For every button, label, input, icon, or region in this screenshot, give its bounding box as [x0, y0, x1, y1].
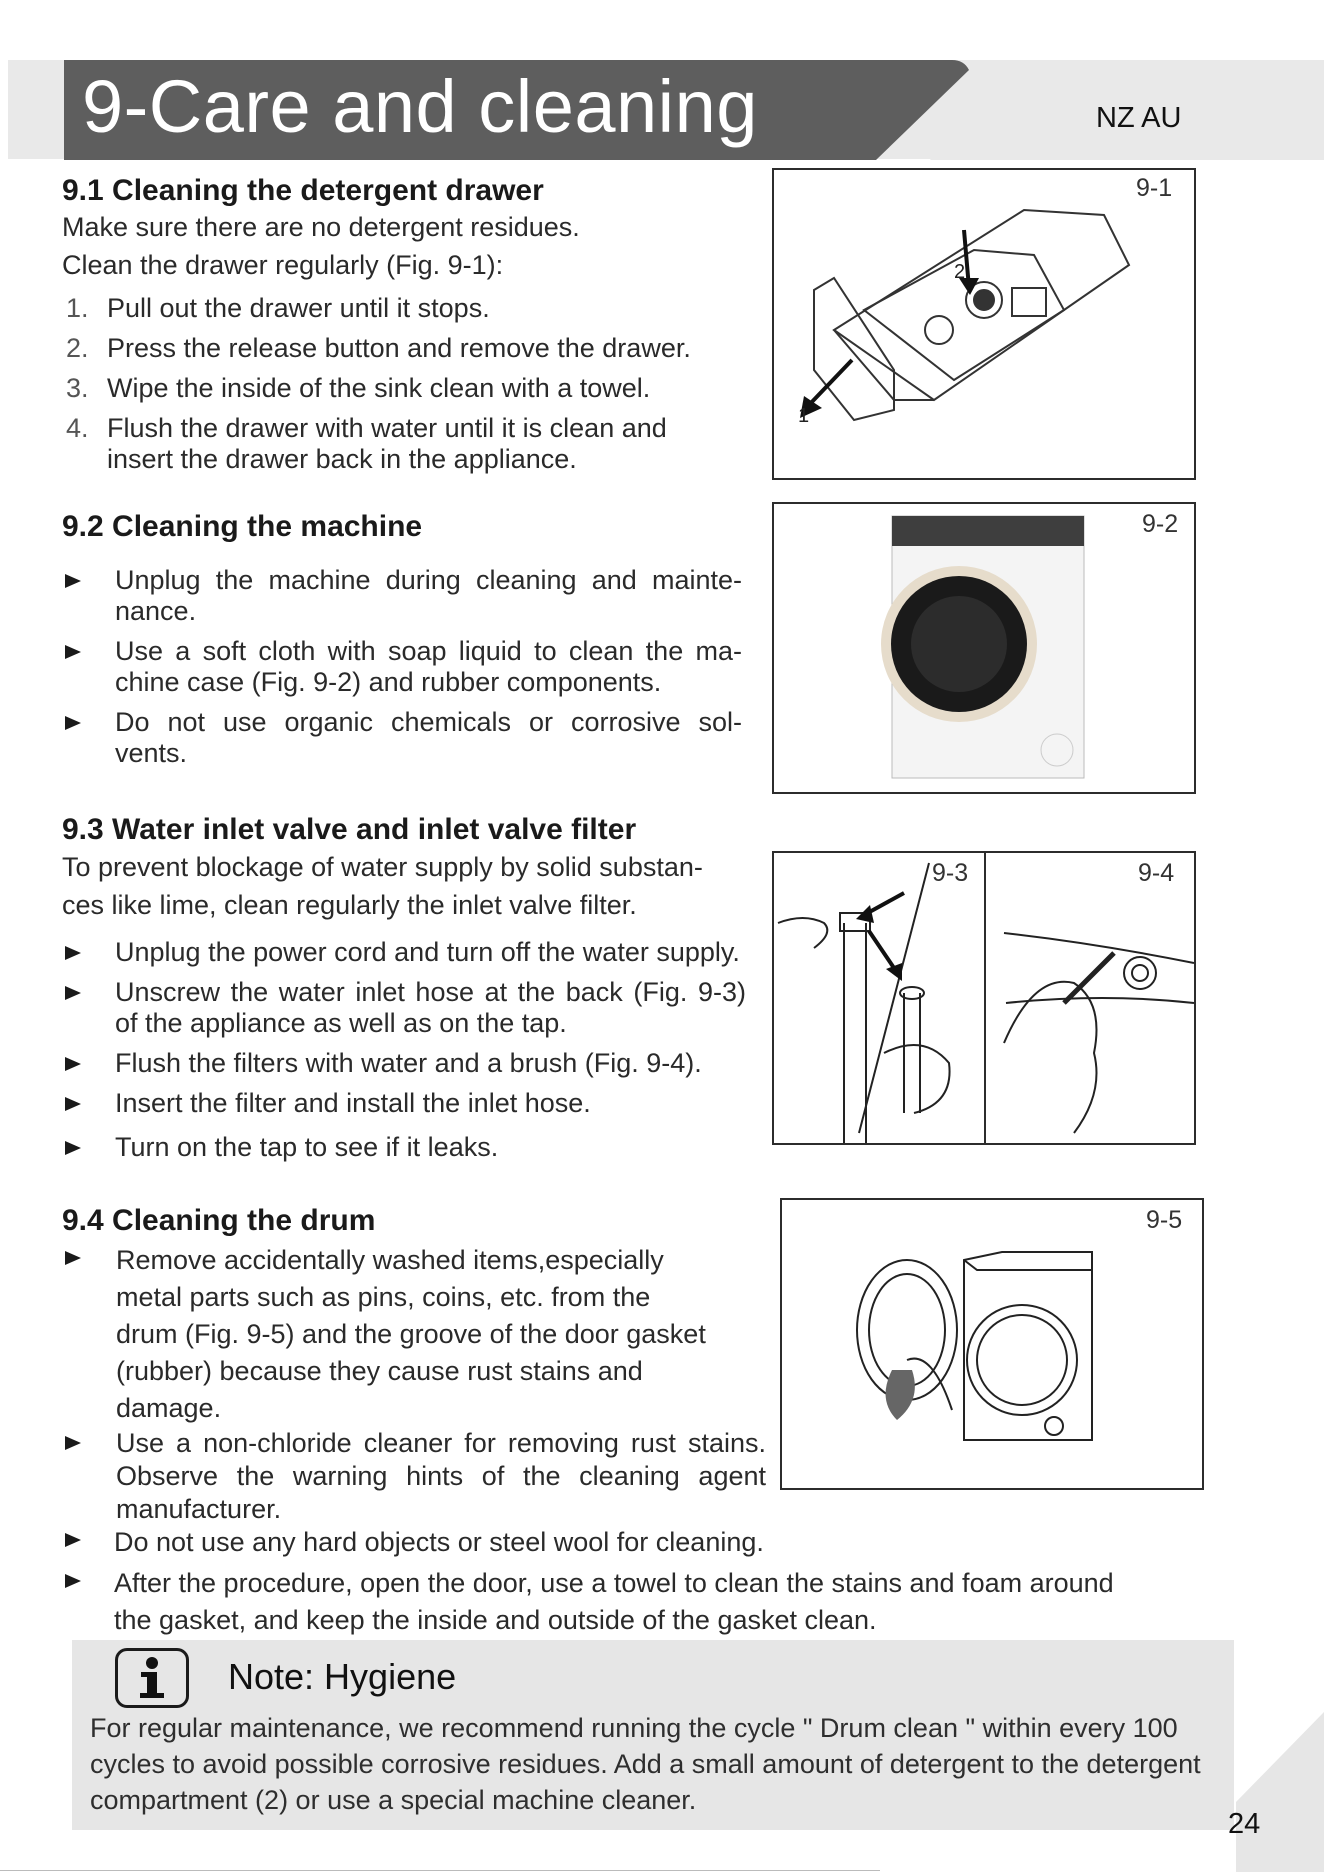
step-text: Press the release button and remove the drawer.	[107, 333, 691, 363]
step-text: Pull out the drawer until it stops.	[107, 293, 490, 323]
machine-cleaning-list	[62, 565, 742, 769]
step-item	[62, 373, 762, 404]
bullet-item: Turn on the tap to see if it leaks.	[62, 1132, 746, 1163]
drum-cleaning-list-narrow	[62, 1242, 766, 1526]
figure-label: 9-1	[1136, 174, 1173, 202]
washing-machine-illustration	[774, 504, 1194, 792]
bullet-item: Unplug the machine during cleaning and mainte- nance.	[62, 565, 742, 627]
step-number: 3.	[66, 373, 89, 403]
bullet-item: Unscrew the water inlet hose at the back (Fig. 9-3) of the appliance as well as on the tap.	[62, 977, 746, 1039]
bullet-item: After the procedure, open the door, use a towel to clean the stains and foam around the gasket, and keep the inside and outside of the gasket clean.	[62, 1565, 1122, 1639]
section-9-1-intro-1: Make sure there are no detergent residues.	[62, 212, 580, 242]
page-number: 24	[1228, 1808, 1261, 1840]
drawer-steps-list	[62, 293, 762, 484]
region-label: NZ AU	[1096, 102, 1182, 134]
bullet-item: Do not use organic chemicals or corrosive sol- vents.	[62, 707, 742, 769]
step-number: 2.	[66, 333, 89, 363]
bullet-item: Insert the filter and install the inlet hose.	[62, 1088, 746, 1119]
figure-label: 9-5	[1146, 1206, 1183, 1234]
figure-label: 9-4	[1138, 859, 1175, 887]
detergent-drawer-illustration	[774, 170, 1194, 478]
bullet-item: Use a non-chloride cleaner for removing rust stains. Observe the warning hints of the cleaning agent manufacturer.	[62, 1427, 766, 1526]
section-heading-9-1: 9.1 Cleaning the detergent drawer	[62, 174, 544, 207]
figure-9-1	[772, 168, 1196, 480]
inlet-valve-filter-illustration	[774, 853, 1194, 1143]
step-item	[62, 333, 762, 364]
figure-label: 9-3	[932, 859, 969, 887]
section-9-3-intro-2: ces like lime, clean regularly the inlet valve filter.	[62, 890, 637, 920]
info-icon	[115, 1648, 189, 1708]
note-title: Note: Hygiene	[228, 1656, 457, 1697]
bullet-item: Unplug the power cord and turn off the water supply.	[62, 937, 746, 968]
step-text: Flush the drawer with water until it is clean and insert the drawer back in the appliance.	[107, 413, 667, 474]
section-heading-9-2: 9.2 Cleaning the machine	[62, 510, 423, 543]
callout-1: 1	[798, 405, 810, 427]
step-item	[62, 293, 762, 324]
page-title: 9-Care and cleaning	[82, 65, 758, 148]
note-body: For regular maintenance, we recommend running the cycle " Drum clean " within every 100 cycles to avoid possible corrosive residues. Add a small amount of detergent to the detergent compartment (2) or use a special machine cleaner.	[90, 1713, 1201, 1815]
figure-9-2	[772, 502, 1196, 794]
bullet-item: Flush the filters with water and a brush (Fig. 9-4).	[62, 1048, 746, 1079]
figure-9-5	[780, 1198, 1204, 1490]
step-number: 1.	[66, 293, 89, 323]
drum-cleaning-list-wide	[62, 1524, 1122, 1639]
bullet-item: Do not use any hard objects or steel wool for cleaning.	[62, 1524, 1122, 1561]
step-text: Wipe the inside of the sink clean with a towel.	[107, 373, 651, 403]
figure-label: 9-2	[1142, 510, 1179, 538]
section-9-1-intro-2: Clean the drawer regularly (Fig. 9-1):	[62, 250, 504, 280]
inlet-filter-list	[62, 937, 746, 1163]
callout-2: 2	[954, 261, 966, 283]
page-corner-shape	[1236, 1712, 1324, 1872]
bullet-item: Use a soft cloth with soap liquid to clean the ma- chine case (Fig. 9-2) and rubber components.	[62, 636, 742, 698]
figure-9-3-9-4	[772, 851, 1196, 1145]
section-heading-9-4: 9.4 Cleaning the drum	[62, 1204, 376, 1237]
bullet-item: Remove accidentally washed items,especially metal parts such as pins, coins, etc. from the drum (Fig. 9-5) and the groove of the door gasket (rubber) because they cause rust stains and damage.	[62, 1242, 716, 1427]
footer-rule	[0, 1870, 880, 1871]
step-item	[62, 413, 707, 475]
step-number: 4.	[66, 413, 89, 443]
drum-cleaning-illustration	[782, 1200, 1202, 1488]
section-heading-9-3: 9.3 Water inlet valve and inlet valve filter	[62, 813, 637, 846]
section-9-3-intro-1: To prevent blockage of water supply by solid substan-	[62, 852, 703, 882]
